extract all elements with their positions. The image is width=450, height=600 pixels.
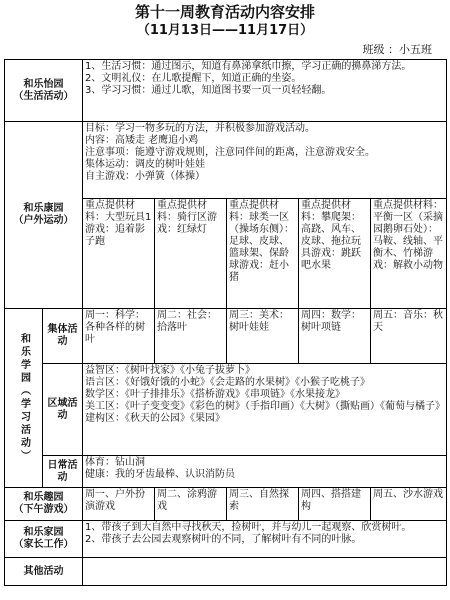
group-day-text: 周五：音乐：秋天 <box>373 310 443 333</box>
home-line: 2、带孩子去公园去观察树叶的不同，了解树叶有不同的叶脉。 <box>85 534 362 545</box>
home-sublabel: （家长工作） <box>13 539 74 550</box>
outdoor-label-cell <box>5 122 83 309</box>
outdoor-intro-line: 内容：高矮走 老鹰追小鸡 <box>85 135 199 146</box>
fun-day-wed <box>227 488 299 521</box>
daily-line: 健康：我的牙齿最棒、认识消防员 <box>85 469 235 480</box>
life-line: 1、生活习惯：通过图示，知道有鼻涕拿纸巾擦，学习正确的擤鼻涕方法。 <box>85 61 412 72</box>
other-label: 其他活动 <box>5 558 83 586</box>
outdoor-day-fri <box>371 199 447 309</box>
outdoor-day-text: 重点提供材料：大型玩具1游戏：追着影子跑 <box>85 200 152 247</box>
outdoor-day-text: 重点提供材料：球类一区（操场东侧）：足球、皮球、篮球架、保龄球游戏：赶小猪 <box>229 200 294 283</box>
life-label: 和乐怡园 <box>23 78 64 90</box>
daily-activity-label: 日常活动 <box>43 456 83 488</box>
area-activity-label: 区域活动 <box>43 364 83 456</box>
outdoor-intro-line: 目标：学习一物多玩的方法，并积极参加游戏活动。 <box>85 123 315 134</box>
home-row <box>5 521 447 558</box>
area-line: 语言区：《好饿好饿的小蛇》《会走路的水果树》《小猴子吃桃子》 <box>85 377 370 388</box>
outdoor-day-text: 重点提供材料：骑行区游戏：红绿灯 <box>157 200 217 235</box>
group-day-wed <box>227 309 299 364</box>
area-line: 美工区：《叶子变变变》《彩色的树》（手指印画）《大树》（撕贴画）《葡萄与橘子》 <box>85 401 445 412</box>
outdoor-day-wed <box>227 199 299 309</box>
life-content <box>83 60 447 122</box>
fun-sublabel: （下午游戏） <box>13 504 74 515</box>
study-label: 和乐学园（学习活动） <box>5 309 43 488</box>
home-label-cell <box>5 521 83 558</box>
fun-day-mon <box>83 488 155 521</box>
life-line: 3、学习习惯：通过儿歌，知道图书要一页一页轻轻翻。 <box>85 85 332 96</box>
other-content <box>83 558 447 586</box>
outdoor-label: 和乐康园 <box>23 203 64 214</box>
fun-day-text: 周三、自然探索 <box>229 489 289 512</box>
area-line: 建构区：《秋天的公园》《果园》 <box>85 413 225 424</box>
outdoor-day-mon <box>83 199 155 309</box>
outdoor-sublabel: （户外运动） <box>13 215 74 226</box>
study-area-row <box>5 364 447 456</box>
fun-day-text: 周五、沙水游戏 <box>373 489 443 500</box>
outdoor-intro-line: 集体运动：调皮的树叶娃娃 <box>85 159 205 170</box>
daily-line: 体育：钻山洞 <box>85 457 145 468</box>
outdoor-intro-line: 自主游戏：小弹簧（体操） <box>85 171 205 182</box>
group-day-fri <box>371 309 447 364</box>
fun-day-text: 周四、搭搭建构 <box>301 489 361 512</box>
area-line: 益智区：《树叶找家》《小兔子拔萝卜》 <box>85 365 255 376</box>
schedule-table <box>4 59 447 586</box>
fun-day-text: 周一、户外扮演游戏 <box>85 489 145 512</box>
group-day-text: 周一：科学：各种各样的树叶 <box>85 310 145 345</box>
fun-row <box>5 488 447 521</box>
study-daily-row <box>5 456 447 488</box>
group-day-mon <box>83 309 155 364</box>
home-line: 1、带孩子到大自然中寻找秋天，捡树叶，并与幼儿一起观察、欣赏树叶。 <box>85 522 412 533</box>
study-group-row <box>5 309 447 364</box>
outdoor-day-text: 重点提供材料：攀爬架：高跷、风车、皮球、拖拉玩具游戏：跳跃吧水果 <box>301 200 361 271</box>
outdoor-day-thu <box>299 199 371 309</box>
fun-day-fri <box>371 488 447 521</box>
page-title: 第十一周教育活动内容安排 <box>134 3 315 21</box>
life-row <box>5 60 447 122</box>
outdoor-day-text: 重点提供材料：平衡一区（采摘园鹅卵石处）：马鞍、线轴、平衡木、竹梯游戏：解救小动物 <box>373 200 443 271</box>
class-label: 班级 ：小五班 <box>362 43 432 56</box>
home-content <box>83 521 447 558</box>
home-label: 和乐家园 <box>23 527 64 538</box>
fun-day-thu <box>299 488 371 521</box>
fun-label-cell <box>5 488 83 521</box>
fun-day-tue <box>155 488 227 521</box>
date-range: （11月13日——11月17日） <box>136 23 314 38</box>
outdoor-day-tue <box>155 199 227 309</box>
area-line: 数学区：《叶子排排乐》《搭桥游戏》《串项链》《水果接龙》 <box>85 389 345 400</box>
life-label-cell <box>5 60 83 122</box>
fun-day-text: 周二、涂鸦游戏 <box>157 489 217 512</box>
daily-content <box>83 456 447 488</box>
group-day-thu <box>299 309 371 364</box>
fun-label: 和乐趣园 <box>23 492 64 503</box>
group-day-text: 周四：数学：树叶项链 <box>301 310 361 333</box>
other-row <box>5 558 447 586</box>
life-sublabel: （生活活动） <box>13 90 74 102</box>
outdoor-intro-line: 注意事项：能遵守游戏规则，注意同伴间的距离，注意游戏安全。 <box>85 147 375 158</box>
group-day-tue <box>155 309 227 364</box>
group-day-text: 周三：美术：树叶娃娃 <box>229 310 289 333</box>
group-day-text: 周二：社会：拾落叶 <box>157 310 217 333</box>
area-content <box>83 364 447 456</box>
life-line: 2、文明礼仪：在儿歌提醒下，知道正确的坐姿。 <box>85 73 302 84</box>
outdoor-intro <box>83 122 447 199</box>
outdoor-intro-row <box>5 122 447 199</box>
group-activity-label: 集体活动 <box>43 309 83 364</box>
